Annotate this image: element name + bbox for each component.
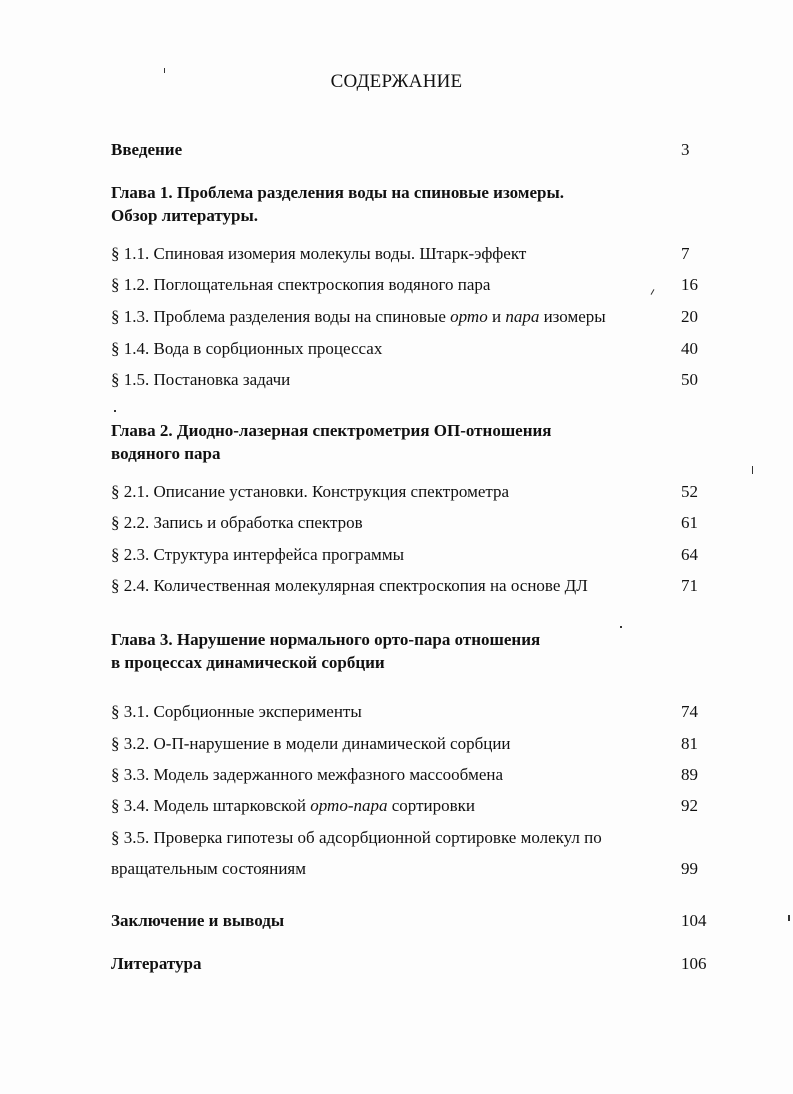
entry-page: 40: [681, 339, 698, 358]
toc-entry-intro: [111, 139, 711, 161]
chapter-3-heading-line2: в процессах динамической сорбции: [111, 653, 385, 672]
toc-entry-3-4: [111, 795, 711, 817]
entry-page: 50: [681, 370, 698, 389]
scan-speck: [788, 915, 790, 921]
chapter-1-heading-line1: Глава 1. Проблема разделения воды на спиновые изомеры.: [111, 183, 564, 202]
entry-label: § 2.2. Запись и обработка спектров: [111, 513, 363, 532]
entry-label: § 1.4. Вода в сорбционных процессах: [111, 339, 383, 358]
entry-page: 64: [681, 545, 698, 564]
toc-entry-1-4: [111, 338, 711, 360]
chapter-2-heading-line2: водяного пара: [111, 444, 221, 463]
entry-label: Литература: [111, 954, 202, 973]
entry-label: Заключение и выводы: [111, 911, 285, 930]
entry-page: 89: [681, 765, 698, 784]
scan-speck: [620, 626, 622, 628]
toc-entry-1-1: [111, 243, 711, 265]
entry-page: 16: [681, 275, 698, 294]
entry-label-part: § 3.4. Модель штарковской: [111, 796, 311, 815]
entry-label: § 2.4. Количественная молекулярная спектроскопия на основе ДЛ: [111, 576, 588, 595]
entry-label-italic: орто: [450, 307, 488, 326]
entry-page: 104: [681, 911, 707, 930]
toc-entry-3-5-line1: [111, 827, 711, 849]
toc-entry-1-5: [111, 369, 711, 391]
chapter-1-heading-line2: Обзор литературы.: [111, 206, 259, 225]
entry-label: § 3.3. Модель задержанного межфазного массообмена: [111, 765, 504, 784]
page-title: СОДЕРЖАНИЕ: [330, 71, 463, 92]
entry-label: § 1.2. Поглощательная спектроскопия водяного пара: [111, 275, 491, 294]
toc-entry-1-2: [111, 274, 711, 296]
chapter-2-heading-line1: Глава 2. Диодно-лазерная спектрометрия ОП-отношения: [111, 421, 552, 440]
entry-label: Введение: [111, 140, 183, 159]
toc-entry-3-2: [111, 733, 711, 755]
entry-label: § 1.5. Постановка задачи: [111, 370, 291, 389]
entry-label-part: и: [487, 307, 506, 326]
entry-label: § 2.1. Описание установки. Конструкция спектрометра: [111, 482, 510, 501]
entry-page: 71: [681, 576, 698, 595]
entry-label: § 2.3. Структура интерфейса программы: [111, 545, 404, 564]
entry-page: 99: [681, 859, 698, 878]
entry-label: § 3.2. О-П-нарушение в модели динамической сорбции: [111, 734, 511, 753]
entry-page: 61: [681, 513, 698, 532]
entry-page: 52: [681, 482, 698, 501]
entry-label-part: сортировки: [387, 796, 475, 815]
toc-entry-literature: [111, 953, 711, 975]
entry-page: 74: [681, 702, 698, 721]
entry-page: 106: [681, 954, 707, 973]
entry-page: 3: [681, 140, 690, 159]
toc-entry-1-3: [111, 306, 711, 328]
scan-speck: [114, 410, 116, 412]
toc-entry-3-1: [111, 701, 711, 723]
entry-label-part: изомеры: [539, 307, 606, 326]
entry-page: 7: [681, 244, 690, 263]
entry-label: § 3.5. Проверка гипотезы об адсорбционной сортировке молекул по: [111, 828, 602, 847]
toc-entry-2-4: [111, 575, 711, 597]
toc-entry-3-3: [111, 764, 711, 786]
toc-entry-2-3: [111, 544, 711, 566]
entry-label: [111, 796, 475, 815]
entry-page: 92: [681, 796, 698, 815]
entry-page: 81: [681, 734, 698, 753]
entry-label-italic: пара: [505, 307, 540, 326]
entry-label: § 3.1. Сорбционные эксперименты: [111, 702, 362, 721]
entry-label-italic: орто-пара: [310, 796, 388, 815]
toc-entry-2-2: [111, 512, 711, 534]
scan-speck: [752, 466, 753, 474]
toc-entry-2-1: [111, 481, 711, 503]
chapter-3-heading-line1: Глава 3. Нарушение нормального орто-пара отношения: [111, 630, 541, 649]
entry-label-part: § 1.3. Проблема разделения воды на спиновые: [111, 307, 451, 326]
entry-label: [111, 307, 606, 326]
scan-speck: [164, 68, 165, 73]
toc-entry-3-5-line2: [111, 858, 711, 880]
entry-label: § 1.1. Спиновая изомерия молекулы воды. Штарк-эффект: [111, 244, 527, 263]
entry-label: вращательным состояниям: [111, 859, 306, 878]
toc-entry-conclusion: [111, 910, 711, 932]
entry-page: 20: [681, 307, 698, 326]
